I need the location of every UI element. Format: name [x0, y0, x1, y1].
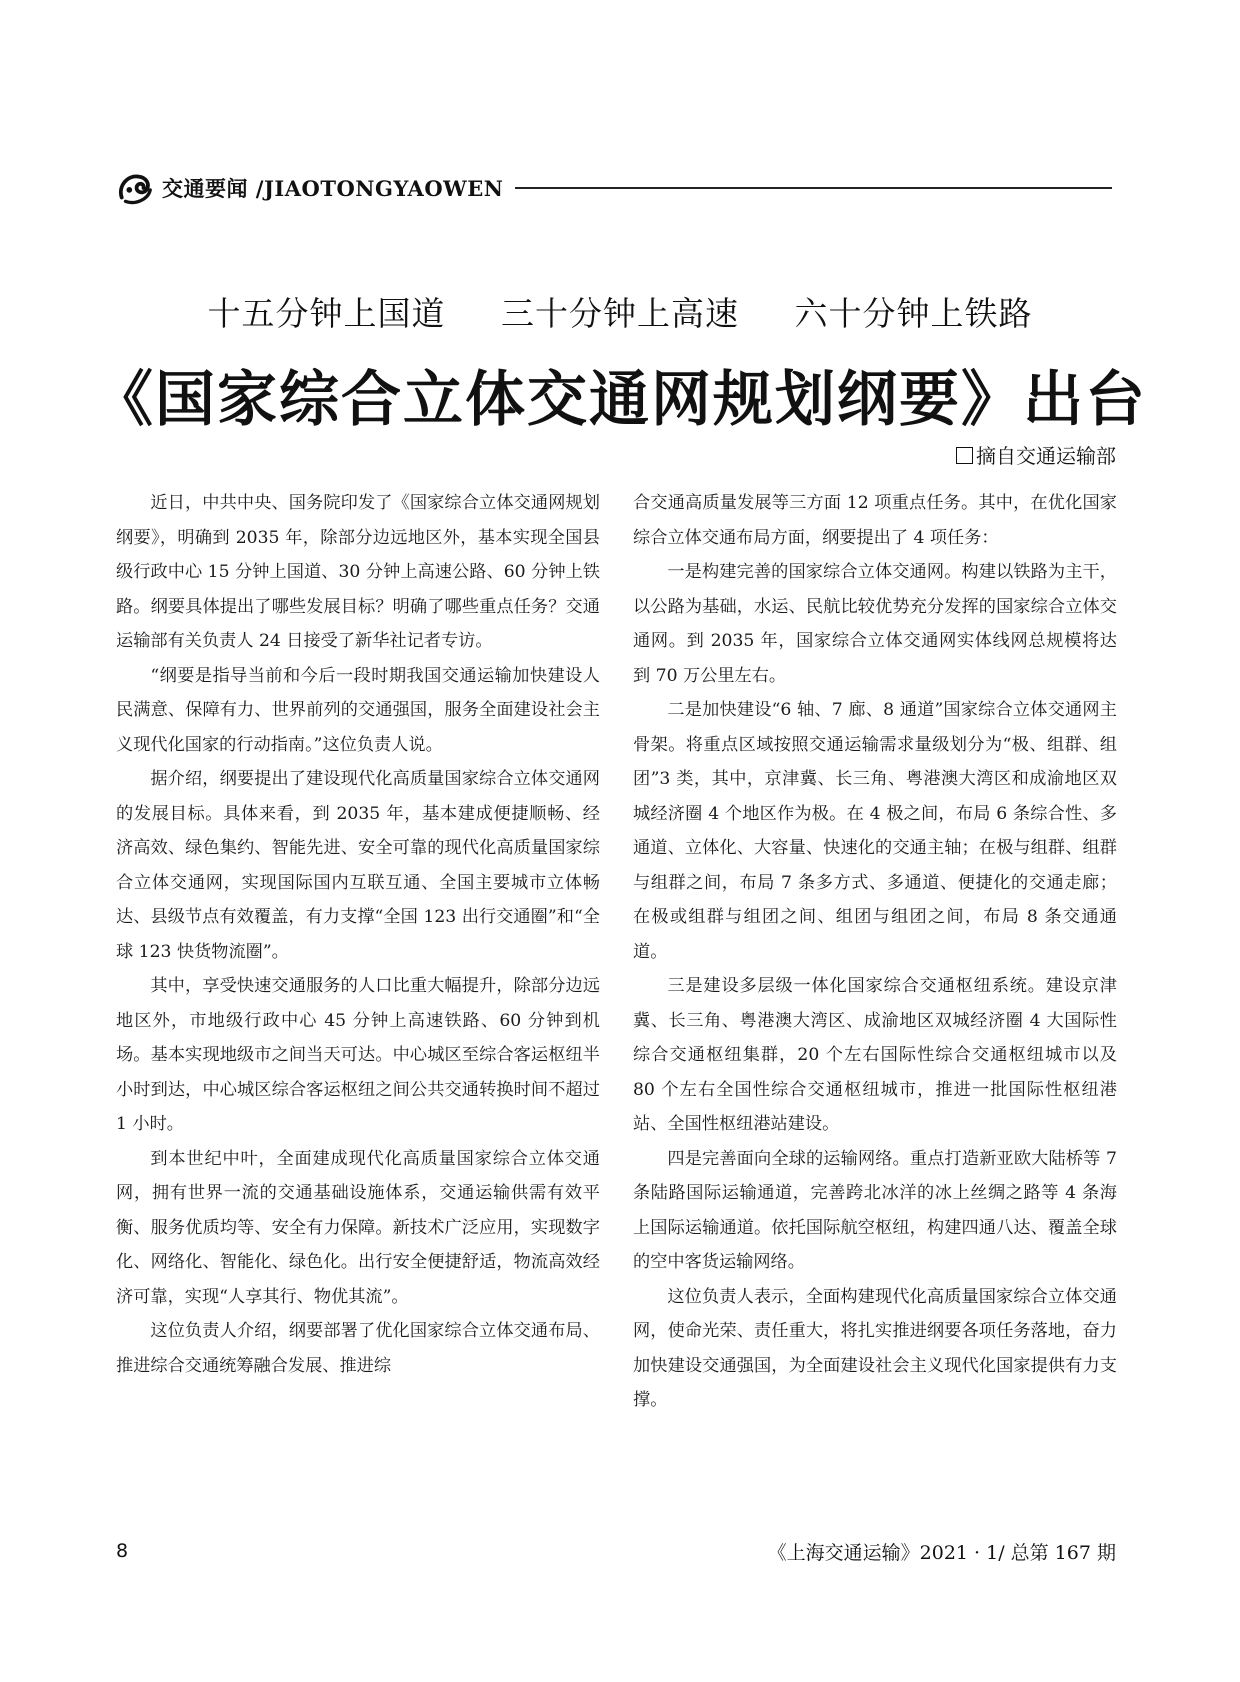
- paragraph: 到本世纪中叶，全面建成现代化高质量国家综合立体交通网，拥有世界一流的交通基础设施体系，交通运输供需有效平衡、服务优质均等、安全有力保障。新技术广泛应用，实现数字化、网络化、智能化、绿色化。出行安全便捷舒适，物流高效经济可靠，实现“人享其行、物优其流”。: [116, 1148, 600, 1307]
- subtitle-part: 十五分钟上国道: [207, 294, 446, 333]
- paragraph: 二是加快建设“6 轴、7 廊、8 通道”国家综合立体交通网主骨架。将重点区域按照交通运输需求量级划分为“极、组群、组团”3 类，其中，京津冀、长三角、粤港澳大湾区和成渝地区双城经济圈 4 个地区作为极。在 4 极之间，布局 6 条综合性、多通道、立体化、大容量、快速化的交通主轴；在极与组群、组群与组群之间，布局 7 条多方式、多通道、便捷化的交通走廊；在极或组群与组团之间、组团与组团之间，布局 8 条交通通道。: [633, 700, 1117, 962]
- paragraph-continuation: 合交通高质量发展等三方面 12 项重点任务。其中，在优化国家综合立体交通布局方面，纲要提出了 4 项任务：: [633, 493, 1117, 548]
- right-column: [633, 486, 1117, 1418]
- source-text: 摘自交通运输部: [976, 444, 1116, 468]
- paragraph: 三是建设多层级一体化国家综合交通枢纽系统。建设京津冀、长三角、粤港澳大湾区、成渝地区双城经济圈 4 大国际性综合交通枢纽集群，20 个左右国际性综合交通枢纽城市以及 80 个左右全国性综合交通枢纽城市，推进一批国际性枢纽港站、全国性枢纽港站建设。: [633, 976, 1117, 1134]
- paragraph: 近日，中共中央、国务院印发了《国家综合立体交通网规划纲要》，明确到 2035 年，除部分边远地区外，基本实现全国县级行政中心 15 分钟上国道、30 分钟上高速公路、60 分钟上铁路。纲要具体提出了哪些发展目标？明确了哪些重点任务？交通运输部有关负责人 24 日接受了新华社记者专访。: [116, 493, 600, 651]
- paragraph: “纲要是指导当前和今后一段时期我国交通运输加快建设人民满意、保障有力、世界前列的交通强国，服务全面建设社会主义现代化国家的行动指南。”这位负责人说。: [116, 665, 600, 755]
- paragraph: 据介绍，纲要提出了建设现代化高质量国家综合立体交通网的发展目标。具体来看，到 2035 年，基本建成便捷顺畅、经济高效、绿色集约、智能先进、安全可靠的现代化高质量国家综合立体交通网，实现国际国内互联互通、全国主要城市立体畅达、县级节点有效覆盖，有力支撑“全国 123 出行交通圈”和“全球 123 快货物流圈”。: [116, 769, 600, 962]
- swirl-logo-icon: [116, 169, 154, 207]
- article-subtitle: [0, 288, 1240, 335]
- paragraph: 这位负责人介绍，纲要部署了优化国家综合立体交通布局、推进综合交通统筹融合发展、推进综: [116, 1321, 600, 1376]
- left-column: [116, 486, 600, 1383]
- paragraph: 一是构建完善的国家综合立体交通网。构建以铁路为主干，以公路为基础，水运、民航比较优势充分发挥的国家综合立体交通网。到 2035 年，国家综合立体交通网实体线网总规模将达到 70 万公里左右。: [633, 562, 1117, 686]
- paragraph: 这位负责人表示，全面构建现代化高质量国家综合立体交通网，使命光荣、责任重大，将扎实推进纲要各项任务落地，奋力加快建设交通强国，为全面建设社会主义现代化国家提供有力支撑。: [633, 1286, 1117, 1410]
- paragraph: 其中，享受快速交通服务的人口比重大幅提升，除部分边远地区外，市地级行政中心 45 分钟上高速铁路、60 分钟到机场。基本实现地级市之间当天可达。中心城区至综合客运枢纽半小时到达，中心城区综合客运枢纽之间公共交通转换时间不超过 1 小时。: [116, 976, 600, 1134]
- square-bullet-icon: [956, 447, 973, 464]
- page-number: 8: [116, 1540, 129, 1562]
- publication-info: 《上海交通运输》2021 · 1/ 总第 167 期: [767, 1542, 1116, 1564]
- header-rule: [515, 187, 1112, 189]
- article-source: [956, 440, 1116, 469]
- section-title: 交通要闻 /JIAOTONGYAOWEN: [162, 176, 504, 201]
- article-title: 《国家综合立体交通网规划纲要》出台: [93, 365, 1147, 435]
- paragraph: 四是完善面向全球的运输网络。重点打造新亚欧大陆桥等 7 条陆路国际运输通道，完善跨北冰洋的冰上丝绸之路等 4 条海上国际运输通道。依托国际航空枢纽，构建四通八达、覆盖全球的空中客货运输网络。: [633, 1148, 1117, 1272]
- subtitle-part: 六十分钟上铁路: [794, 294, 1033, 333]
- section-header: [116, 168, 1112, 208]
- subtitle-part: 三十分钟上高速: [501, 294, 739, 333]
